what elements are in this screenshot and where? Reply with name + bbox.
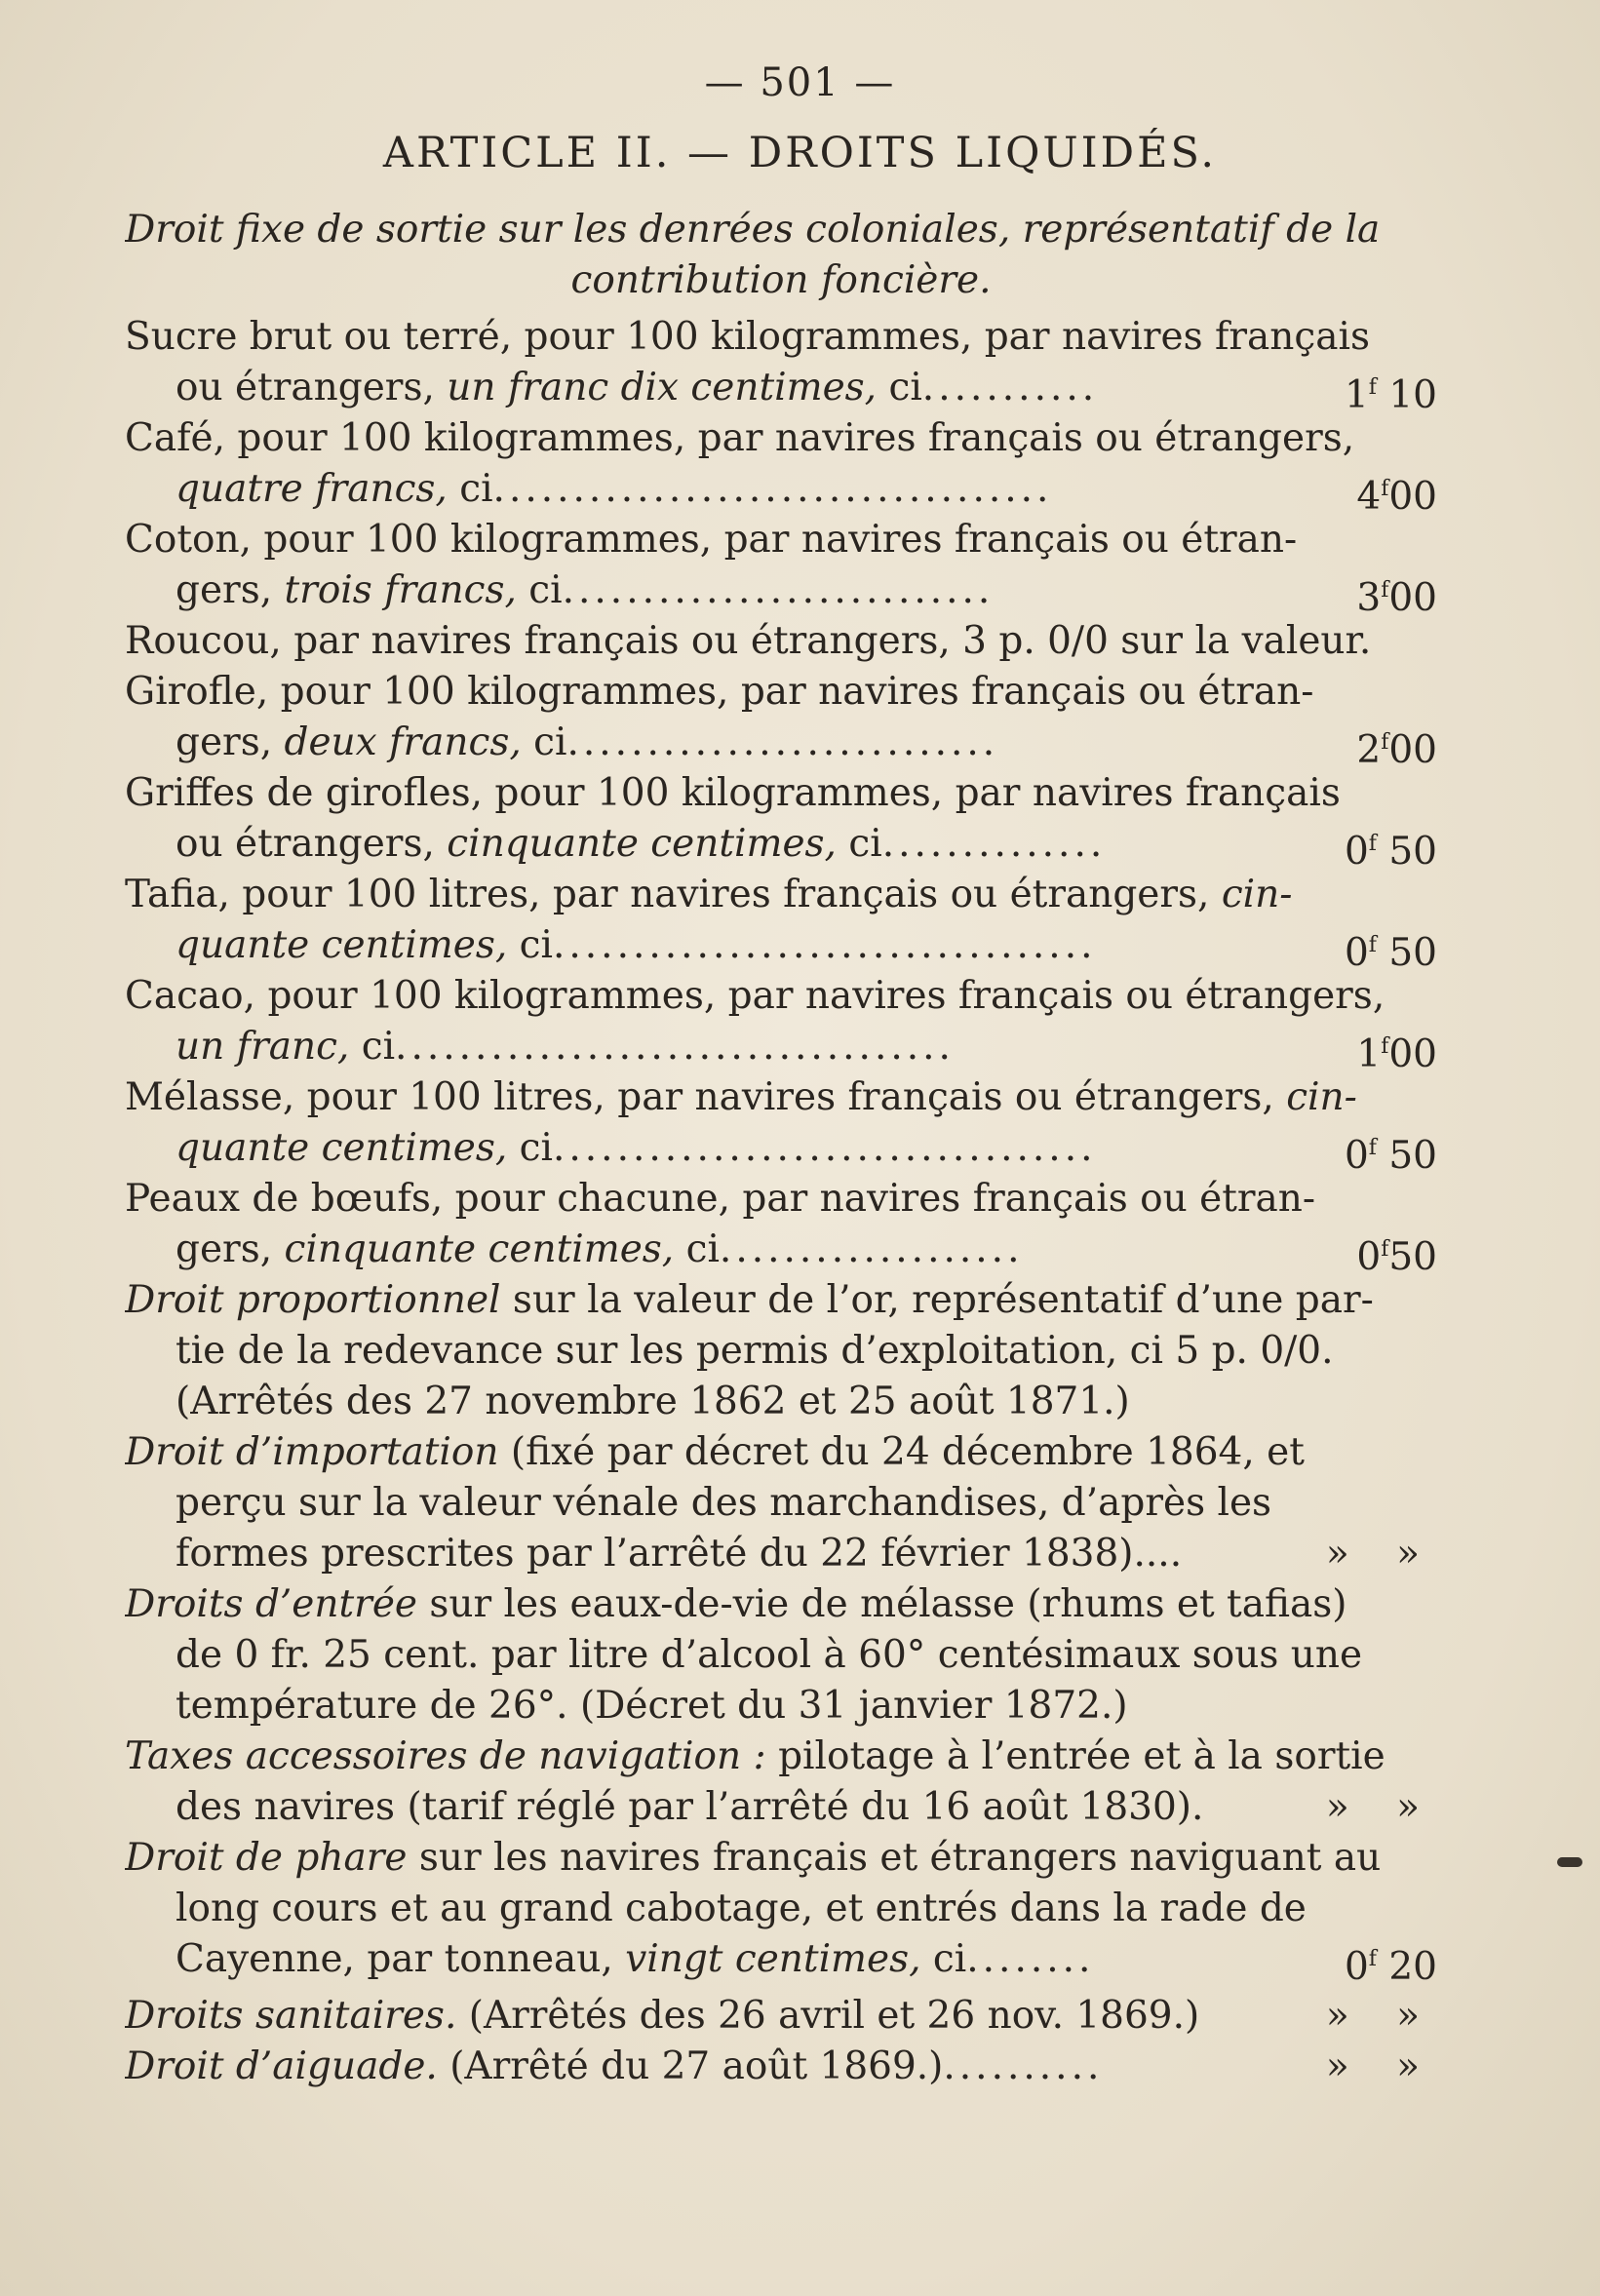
entry-text: ci bbox=[447, 467, 493, 511]
entry-text: Tafia, pour 100 litres, par navires français ou étrangers, bbox=[125, 873, 1222, 916]
entry-text: perçu sur la valeur vénale des marchandises, d’après les bbox=[176, 1481, 1272, 1525]
entry-entree-line-2 bbox=[125, 1630, 1437, 1681]
leader-dots: ................................... bbox=[395, 1025, 955, 1069]
entry-text: gers, bbox=[176, 1227, 285, 1271]
entry-italic: Droit d’importation bbox=[125, 1430, 499, 1474]
entry-text: ci bbox=[521, 720, 567, 764]
entry-text: température de 26°. (Décret du 31 janvier 1872.) bbox=[176, 1684, 1128, 1728]
entry-text: ci bbox=[507, 923, 553, 967]
page-number: — 501 — bbox=[704, 60, 896, 105]
entry-sanitaires bbox=[125, 1991, 1437, 2042]
entry-text: Girofle, pour 100 kilogrammes, par navires français ou étran- bbox=[125, 670, 1314, 714]
entry-italic: deux francs, bbox=[284, 720, 522, 764]
entry-text: ci bbox=[349, 1025, 396, 1069]
amount-sucre: 1$^f$ 10 bbox=[1344, 373, 1437, 413]
entry-italic: Droit proportionnel bbox=[125, 1278, 501, 1322]
entry-entree-line-3 bbox=[125, 1681, 1437, 1732]
document-body bbox=[125, 205, 1437, 2092]
leader-dots: ........................... bbox=[562, 568, 995, 612]
entry-text: Cacao, pour 100 kilogrammes, par navires français ou étrangers, bbox=[125, 974, 1385, 1018]
entry-text: des navires (tarif réglé par l’arrêté du 16 août 1830). bbox=[176, 1785, 1204, 1829]
ditto-marks: » » bbox=[1325, 1785, 1437, 1829]
entry-text: gers, bbox=[176, 720, 285, 764]
entry-italic: Droit d’aiguade. bbox=[125, 2044, 438, 2088]
entry-text: long cours et au grand cabotage, et entrés dans la rade de bbox=[176, 1887, 1307, 1930]
entry-italic: cin- bbox=[1221, 873, 1293, 916]
entry-text: sur les eaux-de-vie de mélasse (rhums et tafias) bbox=[416, 1582, 1347, 1626]
amount-coton: 3$^f$00 bbox=[1356, 576, 1437, 616]
amount-tafia: 0$^f$ 50 bbox=[1344, 931, 1437, 971]
ditto-marks: » » bbox=[1325, 2044, 1437, 2088]
entry-italic: Droits sanitaires. bbox=[125, 1994, 457, 2038]
entry-melasse-line-1 bbox=[125, 1072, 1437, 1123]
entry-text: ou étrangers, bbox=[176, 822, 448, 866]
entry-text: Cayenne, par tonneau, bbox=[176, 1937, 626, 1981]
margin-blemish bbox=[1557, 1857, 1582, 1867]
entry-italic: Droit de phare bbox=[125, 1836, 408, 1880]
entry-text: ci bbox=[507, 1126, 553, 1170]
amount-cacao: 1$^f$00 bbox=[1356, 1032, 1437, 1072]
entry-text: ci bbox=[674, 1227, 720, 1271]
entry-cafe-line-1 bbox=[125, 413, 1437, 464]
entry-aiguade bbox=[125, 2042, 1437, 2092]
leader-dots: ........ bbox=[966, 1937, 1095, 1981]
entry-text: Roucou, par navires français ou étrangers, 3 p. 0/0 sur la valeur. bbox=[125, 619, 1372, 663]
entry-sucre-line-2 bbox=[125, 363, 1437, 413]
entry-text: formes prescrites par l’arrêté du 22 février 1838).... bbox=[176, 1532, 1183, 1576]
entry-sucre-line-1 bbox=[125, 312, 1437, 363]
leader-dots: ................................... bbox=[492, 467, 1053, 511]
entry-text: Café, pour 100 kilogrammes, par navires français ou étrangers, bbox=[125, 416, 1355, 460]
entry-cacao-line-1 bbox=[125, 971, 1437, 1022]
entry-italic: quatre francs, bbox=[176, 467, 448, 511]
entry-phare-line-1 bbox=[125, 1833, 1437, 1884]
leader-dots: .................................. bbox=[552, 923, 1097, 967]
leader-dots: .............. bbox=[881, 822, 1107, 866]
subtitle-line-1 bbox=[125, 205, 1437, 255]
entry-text: gers, bbox=[176, 568, 285, 612]
entry-italic: un franc, bbox=[176, 1025, 350, 1069]
entry-girofle-line-1 bbox=[125, 667, 1437, 718]
entry-entree-line-1 bbox=[125, 1579, 1437, 1630]
entry-proportionnel-line-1 bbox=[125, 1275, 1437, 1326]
entry-text: Coton, pour 100 kilogrammes, par navires français ou étran- bbox=[125, 518, 1298, 562]
entry-text: (Arrêté du 27 août 1869.) bbox=[437, 2044, 944, 2088]
entry-taxes-line-2 bbox=[125, 1782, 1437, 1833]
amount-cafe: 4$^f$00 bbox=[1356, 475, 1437, 515]
entry-italic: cinquante centimes, bbox=[447, 822, 837, 866]
leader-dots: ........................... bbox=[566, 720, 999, 764]
entry-text: sur la valeur de l’or, représentatif d’une par- bbox=[500, 1278, 1374, 1322]
entry-proportionnel-line-3 bbox=[125, 1377, 1437, 1427]
entry-peaux-line-2 bbox=[125, 1225, 1437, 1275]
entry-coton-line-1 bbox=[125, 515, 1437, 565]
entry-cacao-line-2 bbox=[125, 1022, 1437, 1072]
entry-girofle-line-2 bbox=[125, 718, 1437, 768]
entry-italic: cinquante centimes, bbox=[284, 1227, 675, 1271]
entry-text: pilotage à l’entrée et à la sortie bbox=[765, 1734, 1385, 1778]
entry-text: ci bbox=[877, 366, 922, 409]
entry-tafia-line-1 bbox=[125, 870, 1437, 920]
entry-importation-line-1 bbox=[125, 1427, 1437, 1478]
entry-griffes-line-2 bbox=[125, 819, 1437, 870]
entry-roucou bbox=[125, 616, 1437, 667]
subtitle-text: Droit fixe de sortie sur les denrées coloniales, représentatif de la bbox=[125, 208, 1381, 252]
entry-italic: cin- bbox=[1286, 1075, 1357, 1119]
entry-text: ci bbox=[836, 822, 882, 866]
entry-text: (Arrêtés des 26 avril et 26 nov. 1869.) bbox=[456, 1994, 1200, 2038]
entry-phare-line-3 bbox=[125, 1934, 1437, 1985]
subtitle-line-2 bbox=[125, 255, 1437, 306]
entry-italic: Taxes accessoires de navigation : bbox=[125, 1734, 766, 1778]
entry-text: Peaux de bœufs, pour chacune, par navires français ou étran- bbox=[125, 1177, 1316, 1221]
entry-italic: un franc dix centimes, bbox=[447, 366, 878, 409]
entry-taxes-line-1 bbox=[125, 1732, 1437, 1782]
entry-importation-line-3 bbox=[125, 1529, 1437, 1579]
entry-text: sur les navires français et étrangers naviguant au bbox=[407, 1836, 1382, 1880]
entry-italic: quante centimes, bbox=[176, 923, 508, 967]
leader-dots: ........... bbox=[921, 366, 1099, 409]
entry-griffes-line-1 bbox=[125, 768, 1437, 819]
ditto-marks: » » bbox=[1325, 1532, 1437, 1576]
amount-phare: 0$^f$ 20 bbox=[1344, 1945, 1437, 1985]
leader-dots: ................... bbox=[719, 1227, 1024, 1271]
entry-text: ci bbox=[516, 568, 563, 612]
entry-text: ou étrangers, bbox=[176, 366, 448, 409]
leader-dots: .......... bbox=[943, 2044, 1104, 2088]
entry-coton-line-2 bbox=[125, 565, 1437, 616]
entry-italic: quante centimes, bbox=[176, 1126, 508, 1170]
entry-text: Mélasse, pour 100 litres, par navires français ou étrangers, bbox=[125, 1075, 1287, 1119]
entry-text: tie de la redevance sur les permis d’exploitation, ci 5 p. 0/0. bbox=[176, 1329, 1334, 1373]
entry-text: Sucre brut ou terré, pour 100 kilogrammes, par navires français bbox=[125, 315, 1371, 359]
entry-text: (fixé par décret du 24 décembre 1864, et bbox=[498, 1430, 1305, 1474]
amount-peaux: 0$^f$50 bbox=[1356, 1235, 1437, 1275]
entry-phare-line-2 bbox=[125, 1884, 1437, 1934]
article-heading: ARTICLE II. — DROITS LIQUIDÉS. bbox=[382, 129, 1218, 177]
entry-italic: vingt centimes, bbox=[625, 1937, 921, 1981]
entry-importation-line-2 bbox=[125, 1478, 1437, 1529]
entry-text: de 0 fr. 25 cent. par litre d’alcool à 60° centésimaux sous une bbox=[176, 1633, 1363, 1677]
entry-melasse-line-2 bbox=[125, 1123, 1437, 1174]
amount-griffes: 0$^f$ 50 bbox=[1344, 830, 1437, 870]
entry-italic: Droits d’entrée bbox=[125, 1582, 417, 1626]
ditto-marks: » » bbox=[1325, 1994, 1437, 2038]
entry-cafe-line-2 bbox=[125, 464, 1437, 515]
leader-dots: .................................. bbox=[552, 1126, 1097, 1170]
entry-proportionnel-line-2 bbox=[125, 1326, 1437, 1377]
entry-tafia-line-2 bbox=[125, 920, 1437, 971]
entry-text: Griffes de girofles, pour 100 kilogrammes, par navires français bbox=[125, 771, 1341, 815]
amount-melasse: 0$^f$ 50 bbox=[1344, 1134, 1437, 1174]
entry-italic: trois francs, bbox=[284, 568, 517, 612]
entry-peaux-line-1 bbox=[125, 1174, 1437, 1225]
entry-text: (Arrêtés des 27 novembre 1862 et 25 août 1871.) bbox=[176, 1380, 1130, 1423]
entry-text: ci bbox=[920, 1937, 967, 1981]
subtitle-text: contribution foncière. bbox=[570, 258, 992, 302]
amount-girofle: 2$^f$00 bbox=[1356, 728, 1437, 768]
